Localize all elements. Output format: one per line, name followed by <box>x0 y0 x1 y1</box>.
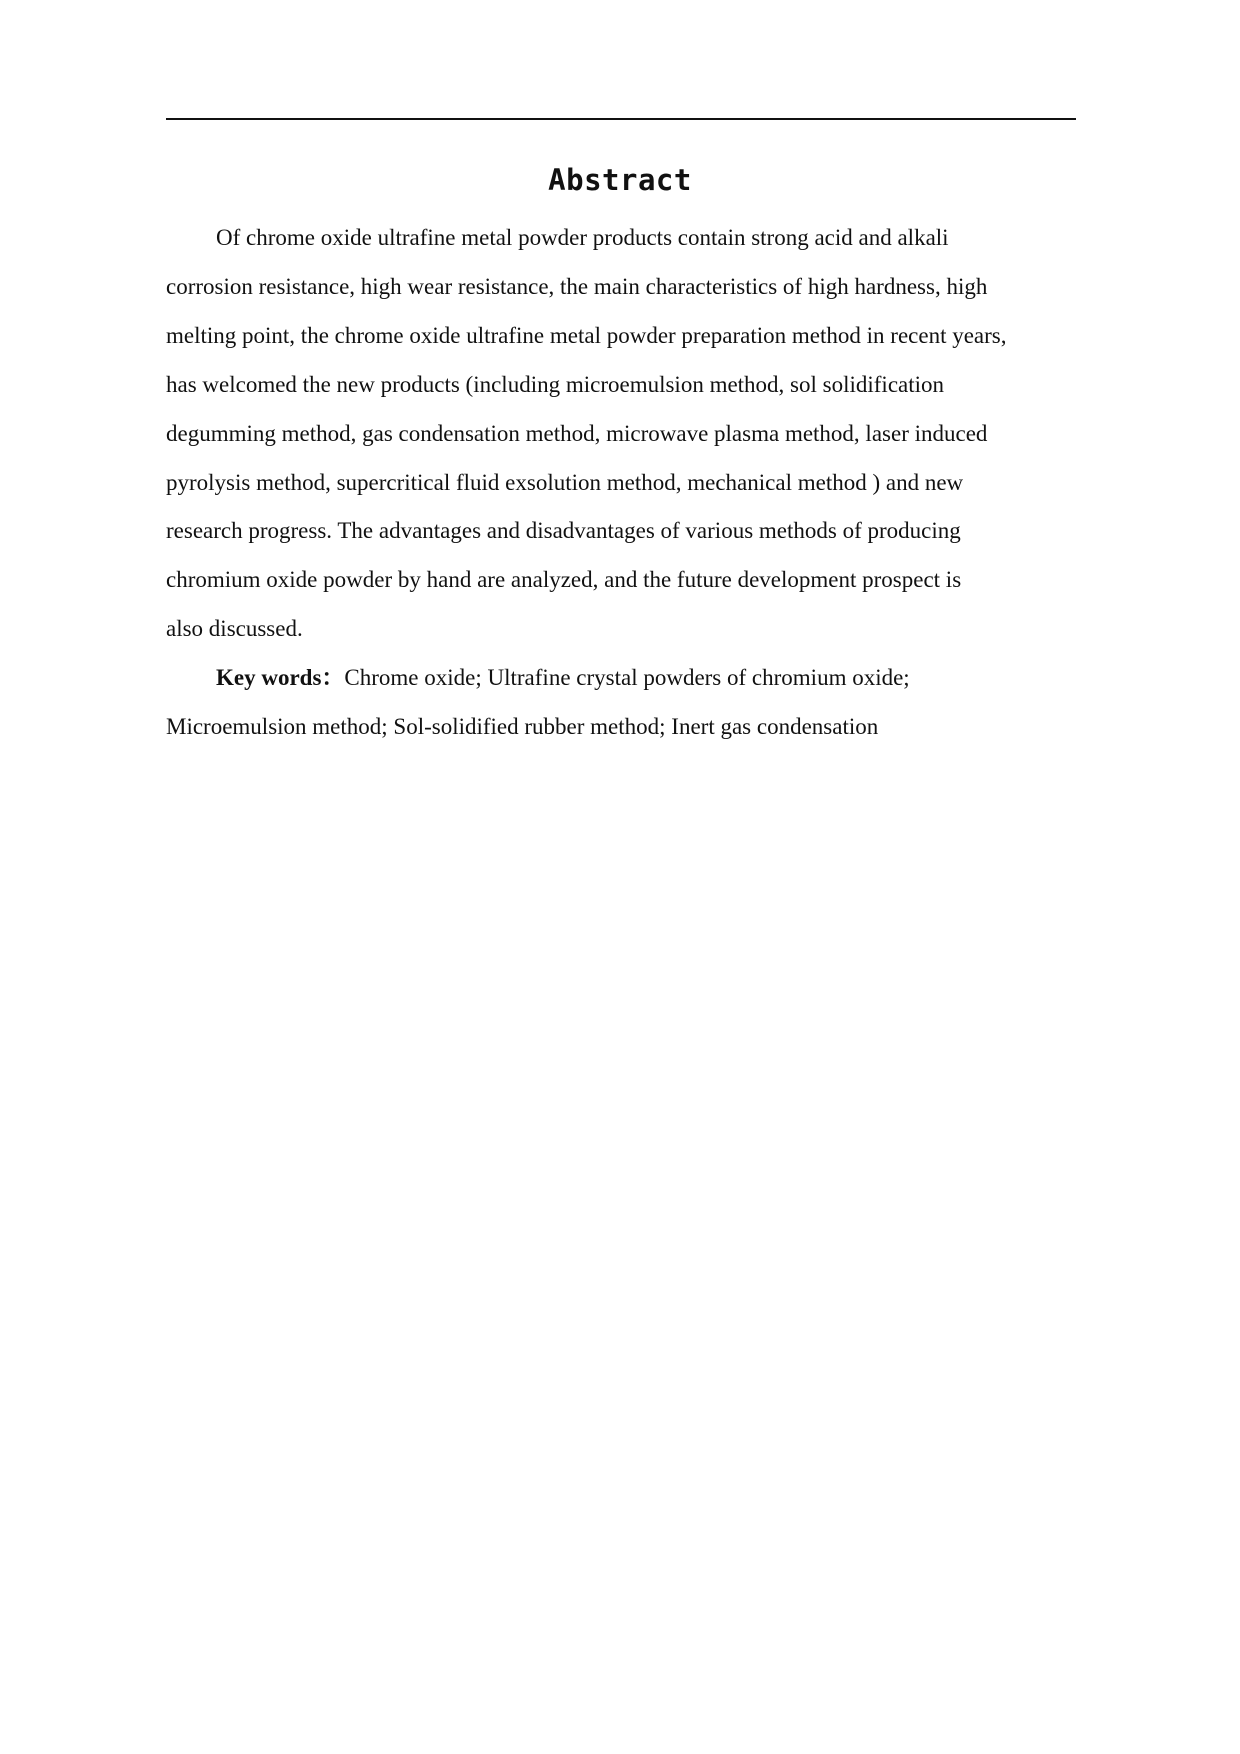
abstract-line: also discussed. <box>166 616 303 642</box>
abstract-line: chromium oxide powder by hand are analyzed, and the future development prospect is <box>166 567 962 593</box>
abstract-line: corrosion resistance, high wear resistance, the main characteristics of high hardness, high <box>166 273 988 299</box>
keywords-line <box>166 654 1086 703</box>
abstract-line: Of chrome oxide ultrafine metal powder products contain strong acid and alkali <box>216 225 949 250</box>
abstract-line: melting point, the chrome oxide ultrafine metal powder preparation method in recent years, <box>166 322 1007 348</box>
abstract-line: has welcomed the new products (including microemulsion method, sol solidification <box>166 371 945 397</box>
abstract-line: degumming method, gas condensation method, microwave plasma method, laser induced <box>166 420 988 446</box>
abstract-body <box>166 214 1086 752</box>
page-title: Abstract <box>548 163 692 197</box>
header-rule <box>166 118 1076 120</box>
keywords-line: Microemulsion method; Sol-solidified rubber method; Inert gas condensation <box>166 714 879 740</box>
abstract-paragraph <box>166 214 1086 654</box>
keywords-paragraph <box>166 654 1086 752</box>
abstract-line: pyrolysis method, supercritical fluid exsolution method, mechanical method ) and new <box>166 469 964 495</box>
abstract-line: research progress. The advantages and disadvantages of various methods of producing <box>166 518 961 544</box>
keywords-label: Key words： <box>216 665 345 691</box>
keywords-text: Chrome oxide; Ultrafine crystal powders of chromium oxide; <box>344 665 910 691</box>
